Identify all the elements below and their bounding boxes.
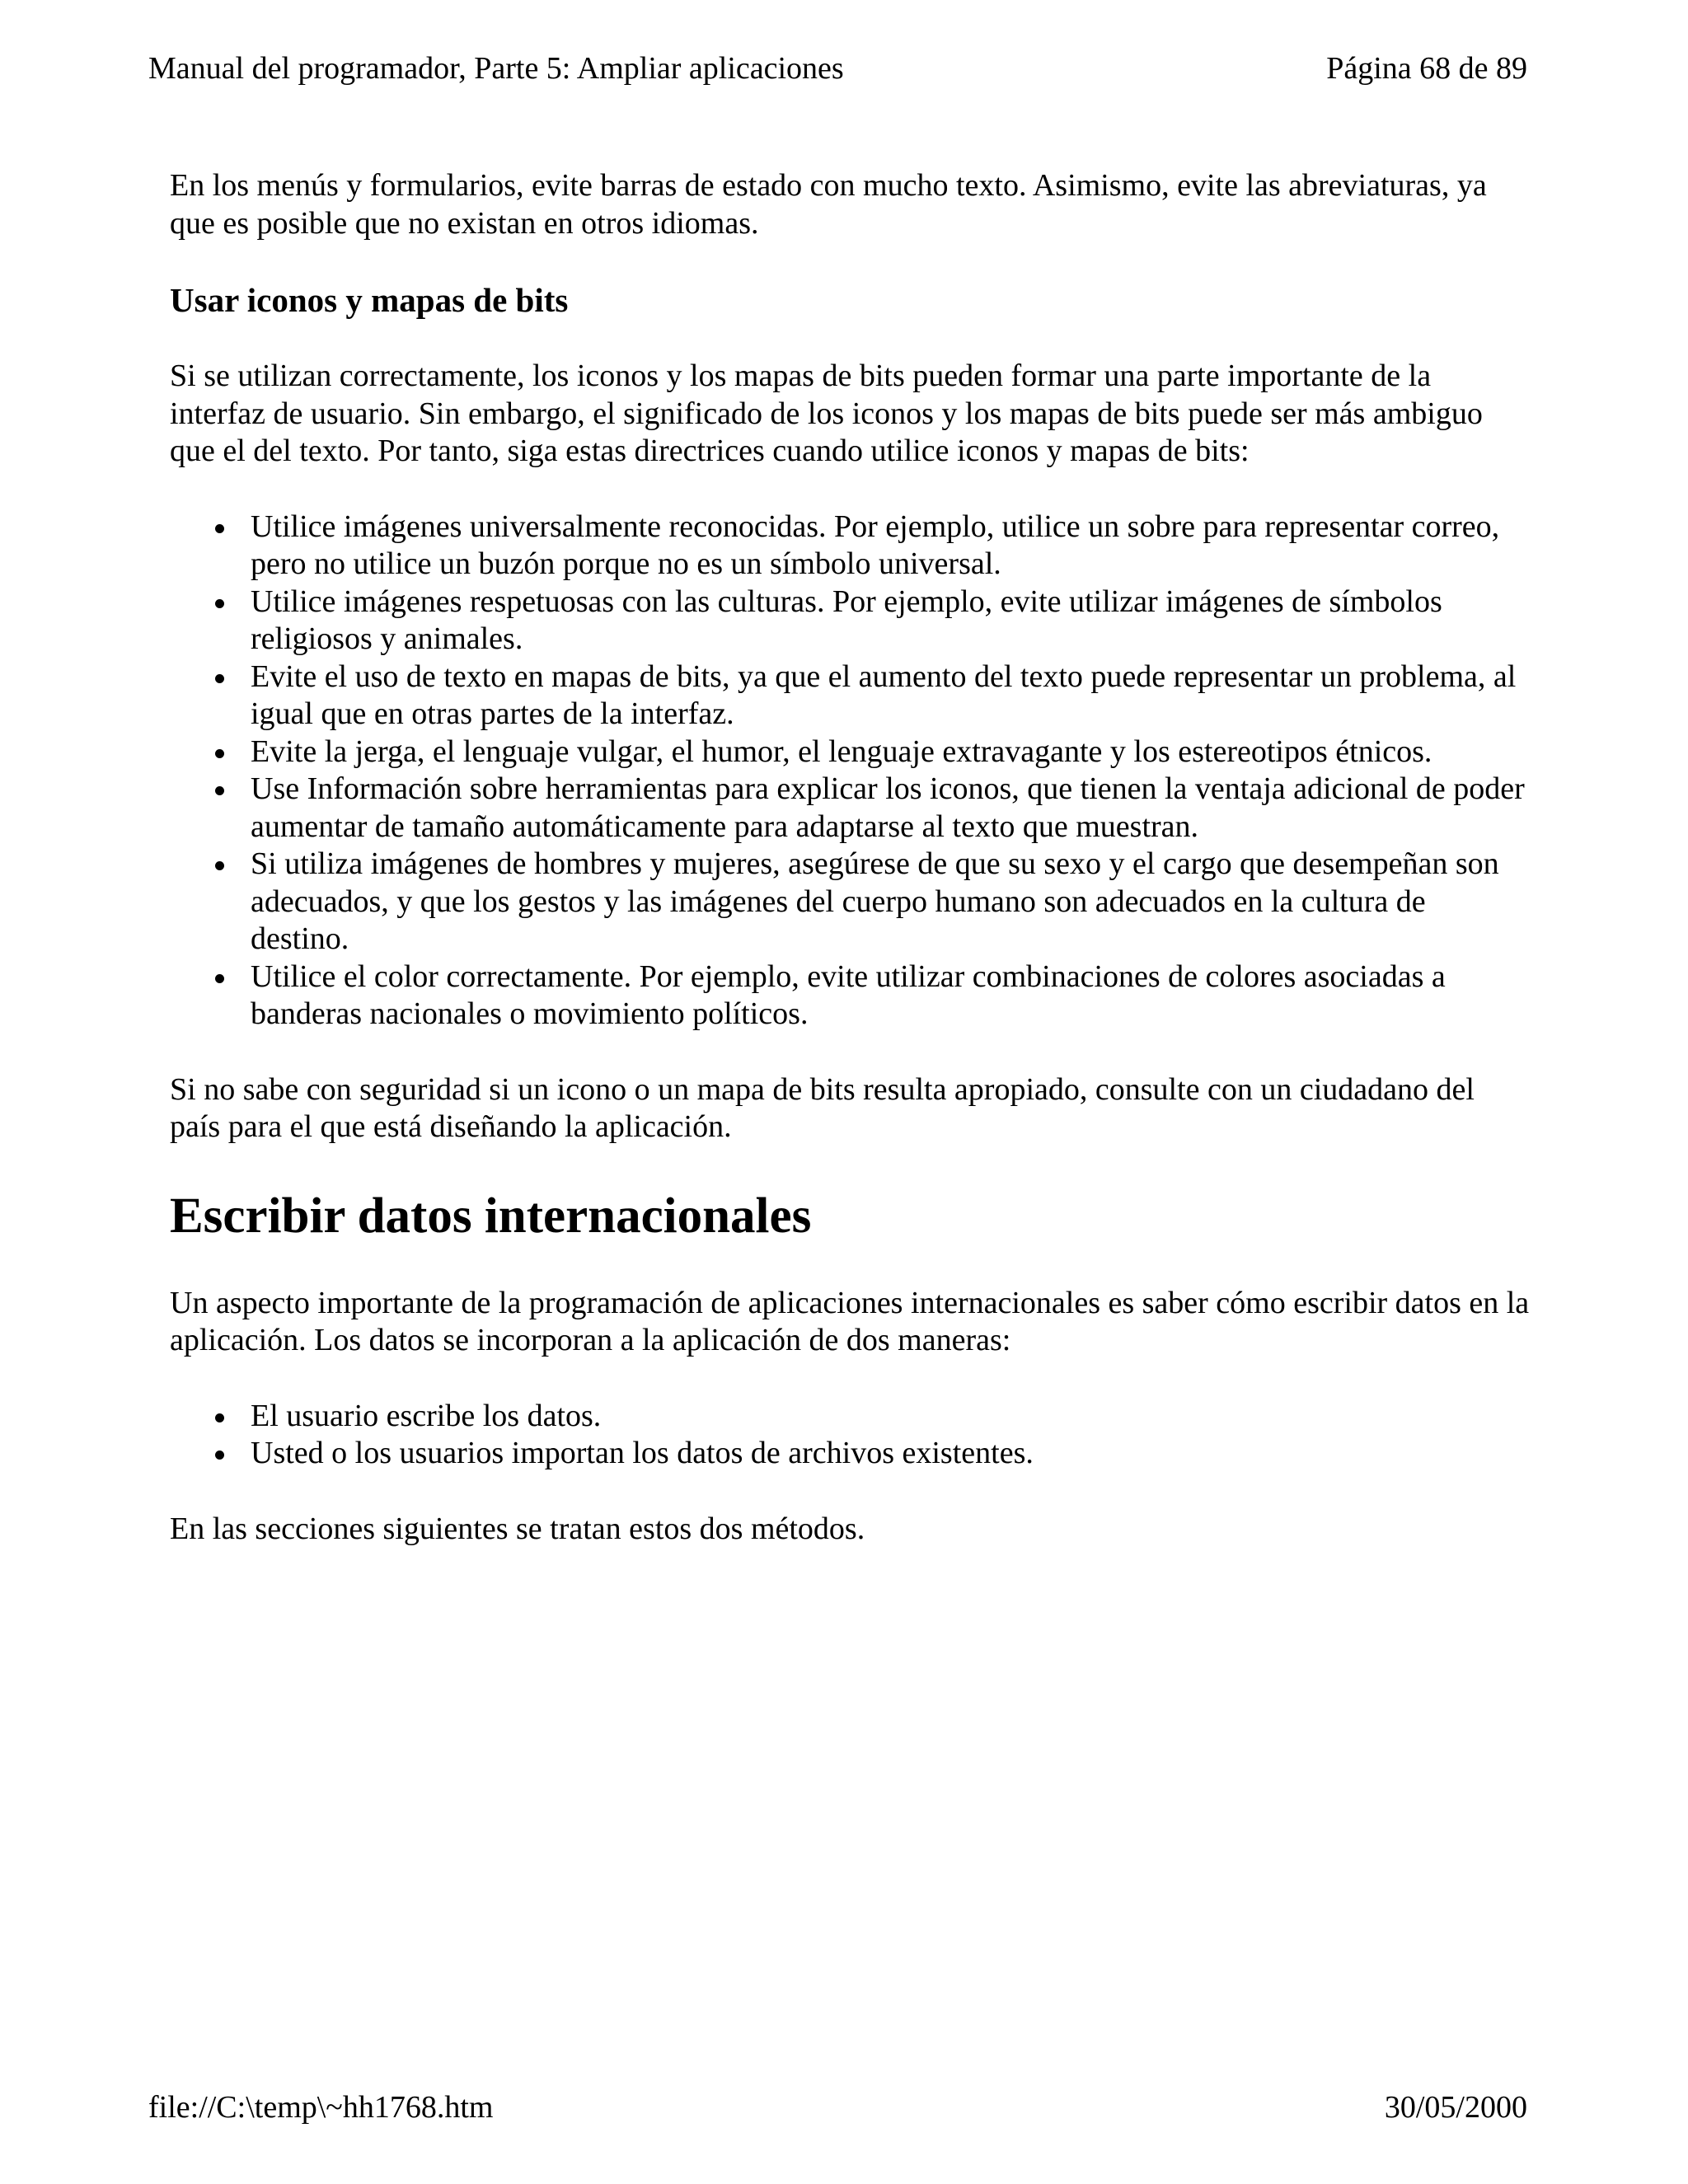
list-item-text: Utilice el color correctamente. Por ejemplo, evite utilizar combinaciones de colores asociadas a banderas nacionales o movimiento políticos. <box>251 958 1446 1031</box>
list-item-text: Use Información sobre herramientas para explicar los iconos, que tienen la ventaja adicional de poder aumentar de tamaño automáticamente para adaptarse al texto que muestran. <box>251 771 1525 844</box>
list-item <box>251 1435 1530 1473</box>
bullet-icon <box>215 1413 224 1422</box>
list-item-text: Usted o los usuarios importan los datos de archivos existentes. <box>251 1436 1034 1470</box>
list-item <box>251 509 1530 583</box>
list-item-text: Si utiliza imágenes de hombres y mujeres, asegúrese de que su sexo y el cargo que desempeñan son adecuados, y que los gestos y las imágenes del cuerpo humano son adecuados en la cultura de destino. <box>251 846 1499 956</box>
bullet-icon <box>215 786 224 795</box>
icons-section-heading: Usar iconos y mapas de bits <box>170 281 569 319</box>
data-section-heading: Escribir datos internacionales <box>170 1188 812 1244</box>
list-item <box>251 583 1530 658</box>
data-section-paragraph: Un aspecto importante de la programación de aplicaciones internacionales es saber cómo escribir datos en la aplicación. Los datos se incorporan a la aplicación de dos maneras: <box>170 1285 1530 1357</box>
bullet-icon <box>215 749 224 758</box>
list-item <box>251 846 1530 958</box>
file-path: file://C:\temp\~hh1768.htm <box>148 2090 494 2125</box>
page-footer <box>148 2087 1527 2128</box>
list-item-text: Utilice imágenes universalmente reconocidas. Por ejemplo, utilice un sobre para representar correo, pero no utilice un buzón porque no es un símbolo universal. <box>251 509 1500 581</box>
list-item <box>251 958 1530 1033</box>
page-indicator: Página 68 de 89 <box>1326 51 1527 86</box>
document-body <box>170 167 1530 1548</box>
list-item-text: El usuario escribe los datos. <box>251 1398 602 1433</box>
list-item <box>251 733 1530 771</box>
list-item <box>251 658 1530 733</box>
list-item <box>251 1398 1530 1436</box>
data-input-methods-list <box>170 1398 1530 1473</box>
page-header <box>148 48 1527 89</box>
data-closing-paragraph: En las secciones siguientes se tratan estos dos métodos. <box>170 1511 865 1546</box>
icons-guidelines-list <box>170 509 1530 1033</box>
intro-paragraph: En los menús y formularios, evite barras de estado con mucho texto. Asimismo, evite las abreviaturas, ya que es posible que no existan en otros idiomas. <box>170 168 1487 241</box>
list-item-text: Evite el uso de texto en mapas de bits, ya que el aumento del texto puede representar un problema, al igual que en otras partes de la interfaz. <box>251 658 1517 731</box>
list-item <box>251 771 1530 846</box>
bullet-icon <box>215 1451 224 1460</box>
bullet-icon <box>215 861 224 870</box>
list-item-text: Utilice imágenes respetuosas con las culturas. Por ejemplo, evite utilizar imágenes de símbolos religiosos y animales. <box>251 583 1442 656</box>
icons-closing-paragraph: Si no sabe con seguridad si un icono o un mapa de bits resulta apropiado, consulte con un ciudadano del país para el que está diseñando la aplicación. <box>170 1071 1475 1144</box>
bullet-icon <box>215 599 224 608</box>
bullet-icon <box>215 524 224 533</box>
print-date: 30/05/2000 <box>1384 2090 1527 2125</box>
bullet-icon <box>215 974 224 983</box>
list-item-text: Evite la jerga, el lenguaje vulgar, el humor, el lenguaje extravagante y los estereotipos étnicos. <box>251 733 1432 769</box>
icons-section-paragraph: Si se utilizan correctamente, los iconos y los mapas de bits pueden formar una parte importante de la interfaz de usuario. Sin embargo, el significado de los iconos y los mapas de bits puede ser más ambiguo que el del texto. Por tanto, siga estas directrices cuando utilice iconos y mapas de bits: <box>170 359 1483 468</box>
document-title: Manual del programador, Parte 5: Ampliar aplicaciones <box>148 51 844 86</box>
bullet-icon <box>215 674 224 683</box>
